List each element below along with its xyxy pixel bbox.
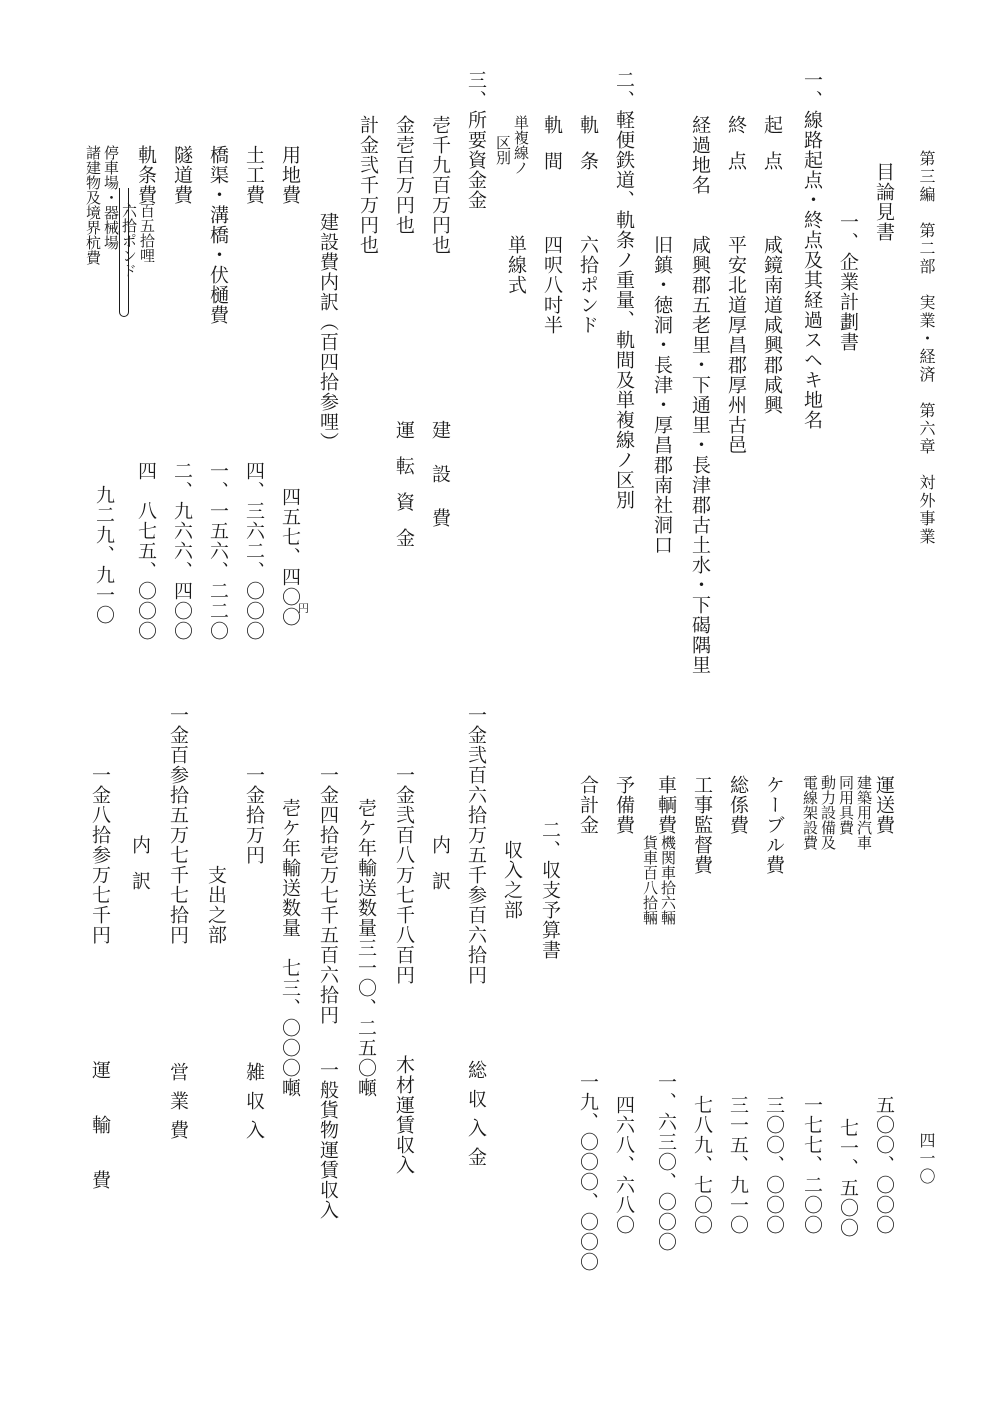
cost-item-value: 三〇〇、〇〇〇	[763, 1095, 785, 1235]
cost-item-label: 橋渠・溝橋・伏樋費	[207, 145, 229, 325]
running-header: 第三編 第二部 実業・経済 第六章 対外事業	[917, 150, 936, 546]
end-label: 終点	[725, 115, 747, 187]
cost-item-value: 四六八、六八〇	[613, 1095, 635, 1235]
cost-item-value: 五〇〇、〇〇〇	[873, 1095, 895, 1235]
section-heading-plan: 一、企業計劃書	[837, 212, 859, 352]
track-label-2: 区別	[494, 135, 512, 165]
cost-item-value: 九二九、九一〇	[93, 485, 115, 625]
cost-item-value: 四五七、四〇〇	[279, 487, 301, 627]
cost-item-note: 百五拾哩	[138, 203, 156, 263]
cost-item-label: 総係費	[727, 775, 749, 835]
cost-item-label: 工事監督費	[691, 775, 713, 875]
cost-item-value: 四 八七五、〇〇〇	[135, 461, 157, 641]
timber-volume: 壱ケ年輸送数量三一〇、二五〇噸	[355, 798, 377, 1098]
timber-label: 木材運賃収入	[393, 1055, 415, 1175]
rail-label: 軌条	[577, 115, 599, 187]
transport-amount: 一金八拾参万七千円	[89, 765, 111, 945]
cost-item-label: 諸建物及境界杭費	[84, 145, 102, 265]
budget-heading: 二、収支予算書	[539, 820, 561, 960]
cost-item-label: 運送費	[873, 775, 895, 835]
timber-amount: 一金弐百八万七千八百円	[393, 765, 415, 985]
operating-label: 運転資金	[393, 420, 415, 564]
gauge-value: 四呎八吋半	[541, 235, 563, 335]
cost-item-label: 停車場・器械場	[102, 145, 120, 250]
cost-item-label: 土工費	[243, 145, 265, 205]
route-heading: 一、線路起点・終点及其経過スヘキ地名	[801, 70, 823, 430]
cost-item-value: 一、六三〇、〇〇〇	[655, 1072, 677, 1252]
cost-item-value: 七八九、七〇〇	[691, 1095, 713, 1235]
total-income-amount: 一金弐百六拾万五千参百六拾円	[465, 705, 487, 985]
cost-item-value: 一七七、二〇〇	[801, 1095, 823, 1235]
construction-label: 建設費	[429, 420, 451, 552]
construction-amount: 壱千九百万円也	[429, 115, 451, 255]
cost-item-label: 用地費	[279, 145, 301, 205]
cost-item-value: 七一、五〇〇	[837, 1118, 859, 1238]
cost-item-note: 六拾ポンド	[120, 203, 138, 278]
total-expense-label: 営業費	[167, 1062, 189, 1149]
cost-item-value: 四、三六二、〇〇〇	[243, 461, 265, 641]
paren-bracket	[119, 188, 129, 317]
track-value: 単線式	[505, 235, 527, 295]
rail-value: 六拾ポンド	[577, 235, 599, 335]
cost-item-label: ケーブル費	[763, 775, 785, 875]
end-value: 平安北道厚昌郡厚州古邑	[725, 235, 747, 455]
doc-title: 目論見書	[873, 162, 895, 242]
total-income-label: 総収入金	[465, 1060, 487, 1176]
cost-item-label: 動力設備及	[819, 775, 837, 850]
cost-item-label: 車輌費	[655, 775, 677, 835]
start-value: 咸鏡南道咸興郡咸興	[761, 235, 783, 415]
transport-label: 運輸費	[89, 1060, 111, 1225]
cost-item-label: 電線架設費	[801, 775, 819, 850]
page-number: 四一〇	[917, 1132, 936, 1186]
cost-item-note: 同用具費	[837, 775, 855, 835]
income-heading: 収入之部	[501, 840, 523, 920]
income-breakdown-label: 内訳	[429, 835, 451, 907]
cost-item-label: 隧道費	[171, 145, 193, 205]
operating-amount: 金壱百万円也	[393, 115, 415, 235]
cost-item-label: 予備費	[613, 775, 635, 835]
cost-item-note: 貨車百八拾輛	[641, 835, 659, 925]
funds-heading: 三、所要資金金	[465, 70, 487, 210]
misc-amount: 一金拾万円	[243, 765, 265, 865]
via-line-2: 旧鎮・徳洞・長津・厚昌郡南社洞口	[651, 235, 673, 555]
cost-item-note: 機関車拾六輛	[659, 835, 677, 925]
breakdown-title: 建設費内訳（百四拾参哩）	[317, 212, 339, 452]
expense-heading: 支出之部	[205, 865, 227, 945]
track-label-1: 単複線ノ	[512, 115, 530, 175]
cost-item-value: 二、九六六、四〇〇	[171, 461, 193, 641]
freight-amount: 一金四拾壱万七千五百六拾円	[317, 765, 339, 1025]
total-funds: 計金弐千万円也	[357, 115, 379, 255]
misc-label: 雑収入	[243, 1062, 265, 1149]
via-label: 経過地名	[689, 115, 711, 195]
cost-item-label: 合計金	[577, 775, 599, 835]
rail-heading: 二、軽便鉄道、軌条ノ重量、軌間及単複線ノ区別	[613, 70, 635, 510]
expense-breakdown-label: 内訳	[129, 835, 151, 907]
yen-unit: 円	[298, 602, 309, 615]
freight-label: 一般貨物運賃収入	[317, 1060, 339, 1220]
freight-volume: 壱ケ年輸送数量 七三、〇〇〇噸	[279, 798, 301, 1098]
cost-item-value: 一、一五六、二二〇	[207, 461, 229, 641]
cost-item-label: 軌条費	[135, 145, 157, 205]
start-label: 起点	[761, 115, 783, 187]
cost-item-value: 三一五、九一〇	[727, 1095, 749, 1235]
grand-total-value: 一九、〇〇〇、〇〇〇	[577, 1072, 599, 1272]
total-expense-amount: 一金百参拾五万七千七拾円	[167, 705, 189, 945]
cost-item-note: 建築用汽車	[855, 775, 873, 850]
gauge-label: 軌間	[541, 115, 563, 187]
via-line-1: 咸興郡五老里・下通里・長津郡古土水・下碣隅里	[689, 235, 711, 675]
